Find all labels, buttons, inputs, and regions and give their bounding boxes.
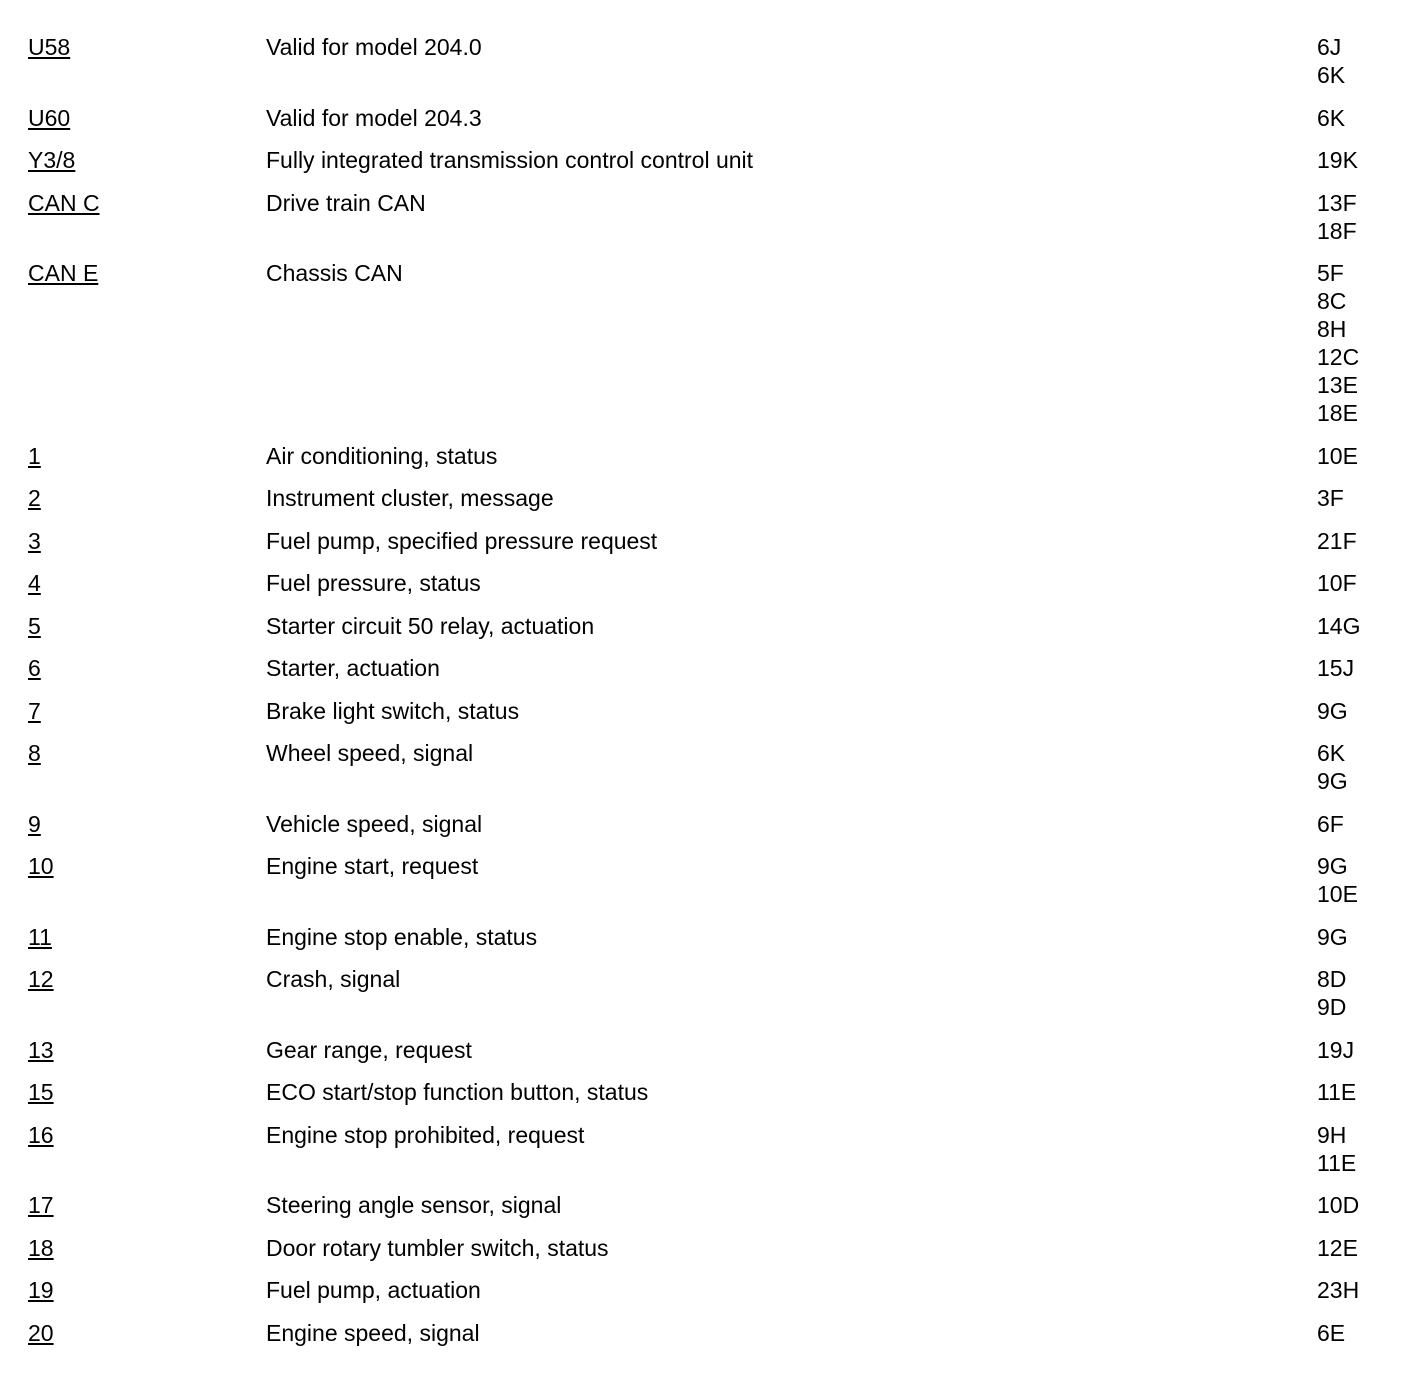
legend-grid-refs: [1317, 965, 1387, 1021]
legend-code-link[interactable]: 12: [28, 966, 54, 992]
legend-row: [28, 1191, 1388, 1219]
legend-code-link[interactable]: CAN E: [28, 260, 99, 286]
legend-row: [28, 569, 1388, 597]
legend-code-link[interactable]: 13: [28, 1036, 54, 1063]
grid-reference: 9G: [1317, 768, 1348, 794]
legend-description: Starter, actuation: [266, 655, 440, 681]
grid-reference: 8D: [1317, 966, 1347, 992]
legend-description: Valid for model 204.0: [266, 34, 482, 60]
legend-row: [28, 1121, 1388, 1177]
grid-reference: 15J: [1317, 655, 1355, 681]
legend-row: [28, 189, 1388, 245]
grid-reference: 18E: [1317, 400, 1358, 426]
legend-row: [28, 104, 1388, 132]
grid-reference: 9G: [1317, 853, 1348, 879]
legend-grid-refs: [1317, 1078, 1387, 1106]
legend-row: [28, 697, 1388, 725]
legend-code-link[interactable]: 16: [28, 1121, 54, 1148]
legend-description: Engine stop prohibited, request: [266, 1121, 585, 1148]
grid-reference: 6K: [1317, 62, 1346, 88]
grid-reference: 14G: [1317, 612, 1361, 639]
legend-row: [28, 1036, 1388, 1064]
legend-grid-refs: [1317, 1121, 1387, 1177]
legend-row: [28, 852, 1388, 908]
legend-code-link[interactable]: 4: [28, 570, 41, 596]
grid-reference: 8H: [1317, 316, 1347, 342]
legend-grid-refs: [1317, 810, 1387, 838]
legend-code-link[interactable]: 18: [28, 1234, 54, 1261]
legend-table: [28, 33, 1388, 1361]
legend-description: Fuel pump, specified pressure request: [266, 527, 658, 554]
legend-row: [28, 654, 1388, 682]
legend-row: [28, 1078, 1388, 1106]
legend-grid-refs: [1317, 189, 1387, 245]
legend-row: [28, 259, 1388, 427]
grid-reference: 9G: [1317, 923, 1348, 950]
legend-description: Starter circuit 50 relay, actuation: [266, 612, 595, 639]
grid-reference: 9H: [1317, 1121, 1347, 1148]
legend-description: Fuel pressure, status: [266, 570, 481, 596]
legend-grid-refs: [1317, 259, 1387, 427]
legend-description: Steering angle sensor, signal: [266, 1192, 562, 1218]
legend-row: [28, 442, 1388, 470]
legend-description: Fully integrated transmission control control unit: [266, 147, 754, 173]
grid-reference: 11E: [1317, 1079, 1357, 1105]
legend-code-link[interactable]: 5: [28, 612, 41, 639]
legend-description: Air conditioning, status: [266, 442, 498, 469]
legend-code-link[interactable]: 3: [28, 527, 41, 554]
grid-reference: 3F: [1317, 485, 1344, 511]
grid-reference: 9D: [1317, 994, 1347, 1020]
legend-code-link[interactable]: 9: [28, 810, 41, 837]
grid-reference: 6K: [1317, 740, 1346, 766]
legend-code-link[interactable]: 2: [28, 485, 41, 511]
legend-grid-refs: [1317, 697, 1387, 725]
legend-grid-refs: [1317, 852, 1387, 908]
legend-row: [28, 810, 1388, 838]
legend-code-link[interactable]: 17: [28, 1192, 54, 1218]
legend-row: [28, 923, 1388, 951]
legend-grid-refs: [1317, 612, 1387, 640]
legend-description: Door rotary tumbler switch, status: [266, 1234, 609, 1261]
legend-grid-refs: [1317, 923, 1387, 951]
legend-code-link[interactable]: 11: [28, 923, 52, 950]
legend-description: Drive train CAN: [266, 189, 426, 216]
legend-grid-refs: [1317, 739, 1387, 795]
grid-reference: 13F: [1317, 189, 1357, 216]
legend-row: [28, 146, 1388, 174]
grid-reference: 11E: [1317, 1149, 1357, 1176]
legend-row: [28, 1276, 1388, 1304]
grid-reference: 9G: [1317, 697, 1348, 724]
legend-description: Engine start, request: [266, 853, 479, 879]
legend-description: Wheel speed, signal: [266, 740, 474, 766]
grid-reference: 23H: [1317, 1277, 1360, 1303]
legend-code-link[interactable]: CAN C: [28, 189, 100, 216]
legend-grid-refs: [1317, 484, 1387, 512]
legend-grid-refs: [1317, 442, 1387, 470]
grid-reference: 19J: [1317, 1036, 1355, 1063]
legend-description: Engine speed, signal: [266, 1319, 480, 1346]
legend-row: [28, 739, 1388, 795]
legend-code-link[interactable]: 7: [28, 697, 41, 724]
grid-reference: 8C: [1317, 288, 1347, 314]
legend-grid-refs: [1317, 527, 1387, 555]
legend-grid-refs: [1317, 1276, 1387, 1304]
legend-code-link[interactable]: U58: [28, 34, 71, 60]
legend-row: [28, 1234, 1388, 1262]
grid-reference: 10E: [1317, 442, 1358, 469]
legend-description: Crash, signal: [266, 966, 401, 992]
legend-description: Valid for model 204.3: [266, 104, 482, 131]
grid-reference: 12C: [1317, 344, 1360, 370]
legend-row: [28, 965, 1388, 1021]
grid-reference: 10F: [1317, 570, 1357, 596]
legend-code-link[interactable]: 1: [28, 442, 41, 469]
grid-reference: 12E: [1317, 1234, 1358, 1261]
legend-description: Vehicle speed, signal: [266, 810, 483, 837]
legend-code-link[interactable]: Y3/8: [28, 147, 76, 173]
grid-reference: 21F: [1317, 527, 1357, 554]
grid-reference: 6K: [1317, 104, 1346, 131]
grid-reference: 18F: [1317, 217, 1357, 244]
grid-reference: 10E: [1317, 881, 1358, 907]
legend-row: [28, 484, 1388, 512]
legend-description: Engine stop enable, status: [266, 923, 538, 950]
grid-reference: 6J: [1317, 34, 1342, 60]
legend-description: ECO start/stop function button, status: [266, 1079, 649, 1105]
legend-code-link[interactable]: 10: [28, 853, 54, 879]
legend-row: [28, 1319, 1388, 1347]
legend-code-link[interactable]: 8: [28, 740, 41, 766]
legend-grid-refs: [1317, 33, 1387, 89]
legend-description: Fuel pump, actuation: [266, 1277, 481, 1303]
legend-grid-refs: [1317, 1191, 1387, 1219]
legend-code-link[interactable]: U60: [28, 104, 71, 131]
legend-code-link[interactable]: 20: [28, 1319, 54, 1346]
legend-description: Gear range, request: [266, 1036, 472, 1063]
legend-code-link[interactable]: 15: [28, 1079, 54, 1105]
legend-code-link[interactable]: 6: [28, 655, 41, 681]
legend-description: Instrument cluster, message: [266, 485, 554, 511]
legend-grid-refs: [1317, 569, 1387, 597]
legend-grid-refs: [1317, 104, 1387, 132]
legend-description: Chassis CAN: [266, 260, 403, 286]
legend-row: [28, 527, 1388, 555]
grid-reference: 6F: [1317, 810, 1344, 837]
legend-grid-refs: [1317, 654, 1387, 682]
grid-reference: 6E: [1317, 1319, 1346, 1346]
legend-grid-refs: [1317, 1234, 1387, 1262]
legend-grid-refs: [1317, 1036, 1387, 1064]
grid-reference: 13E: [1317, 372, 1358, 398]
legend-description: Brake light switch, status: [266, 697, 520, 724]
grid-reference: 5F: [1317, 260, 1344, 286]
legend-row: [28, 33, 1388, 89]
legend-row: [28, 612, 1388, 640]
legend-code-link[interactable]: 19: [28, 1277, 54, 1303]
legend-grid-refs: [1317, 146, 1387, 174]
grid-reference: 10D: [1317, 1192, 1360, 1218]
grid-reference: 19K: [1317, 147, 1358, 173]
legend-grid-refs: [1317, 1319, 1387, 1347]
